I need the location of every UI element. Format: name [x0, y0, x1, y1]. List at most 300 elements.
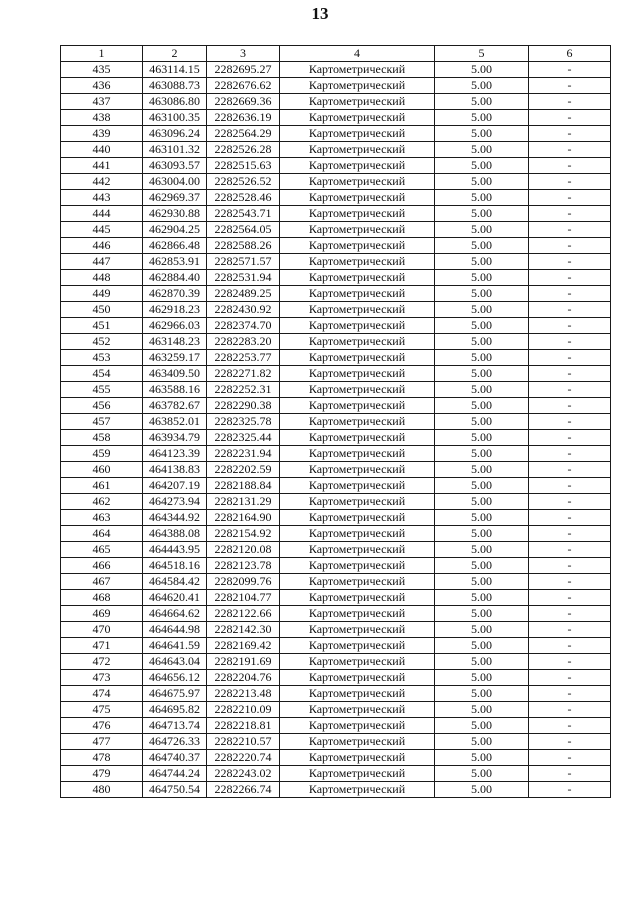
x-coordinate-cell: 464740.37: [143, 750, 207, 766]
point-number-cell: 437: [61, 94, 143, 110]
y-coordinate-cell: 2282169.42: [207, 638, 280, 654]
x-coordinate-cell: 462884.40: [143, 270, 207, 286]
y-coordinate-cell: 2282531.94: [207, 270, 280, 286]
y-coordinate-cell: 2282564.29: [207, 126, 280, 142]
note-cell: -: [529, 782, 611, 798]
x-coordinate-cell: 464443.95: [143, 542, 207, 558]
table-row: [61, 718, 611, 734]
note-cell: -: [529, 478, 611, 494]
method-cell: Картометрический: [280, 222, 435, 238]
accuracy-cell: 5.00: [435, 158, 529, 174]
method-cell: Картометрический: [280, 318, 435, 334]
column-header-1: 1: [61, 46, 143, 62]
table-row: [61, 430, 611, 446]
y-coordinate-cell: 2282131.29: [207, 494, 280, 510]
x-coordinate-cell: 463588.16: [143, 382, 207, 398]
note-cell: -: [529, 622, 611, 638]
accuracy-cell: 5.00: [435, 686, 529, 702]
y-coordinate-cell: 2282104.77: [207, 590, 280, 606]
point-number-cell: 445: [61, 222, 143, 238]
note-cell: -: [529, 542, 611, 558]
x-coordinate-cell: 463086.80: [143, 94, 207, 110]
point-number-cell: 446: [61, 238, 143, 254]
accuracy-cell: 5.00: [435, 270, 529, 286]
table-row: [61, 238, 611, 254]
point-number-cell: 448: [61, 270, 143, 286]
y-coordinate-cell: 2282188.84: [207, 478, 280, 494]
y-coordinate-cell: 2282218.81: [207, 718, 280, 734]
x-coordinate-cell: 464744.24: [143, 766, 207, 782]
table-row: [61, 574, 611, 590]
point-number-cell: 469: [61, 606, 143, 622]
note-cell: -: [529, 302, 611, 318]
point-number-cell: 468: [61, 590, 143, 606]
table-row: [61, 510, 611, 526]
y-coordinate-cell: 2282325.44: [207, 430, 280, 446]
point-number-cell: 475: [61, 702, 143, 718]
method-cell: Картометрический: [280, 478, 435, 494]
note-cell: -: [529, 350, 611, 366]
table-row: [61, 606, 611, 622]
point-number-cell: 442: [61, 174, 143, 190]
y-coordinate-cell: 2282636.19: [207, 110, 280, 126]
accuracy-cell: 5.00: [435, 110, 529, 126]
point-number-cell: 439: [61, 126, 143, 142]
accuracy-cell: 5.00: [435, 734, 529, 750]
table-body: [61, 62, 611, 798]
point-number-cell: 479: [61, 766, 143, 782]
y-coordinate-cell: 2282252.31: [207, 382, 280, 398]
column-header-2: 2: [143, 46, 207, 62]
point-number-cell: 480: [61, 782, 143, 798]
point-number-cell: 476: [61, 718, 143, 734]
note-cell: -: [529, 750, 611, 766]
table-row: [61, 254, 611, 270]
y-coordinate-cell: 2282202.59: [207, 462, 280, 478]
method-cell: Картометрический: [280, 270, 435, 286]
note-cell: -: [529, 334, 611, 350]
y-coordinate-cell: 2282543.71: [207, 206, 280, 222]
note-cell: -: [529, 158, 611, 174]
accuracy-cell: 5.00: [435, 750, 529, 766]
note-cell: -: [529, 238, 611, 254]
x-coordinate-cell: 463259.17: [143, 350, 207, 366]
table-row: [61, 782, 611, 798]
y-coordinate-cell: 2282695.27: [207, 62, 280, 78]
method-cell: Картометрический: [280, 366, 435, 382]
y-coordinate-cell: 2282253.77: [207, 350, 280, 366]
method-cell: Картометрический: [280, 446, 435, 462]
point-number-cell: 460: [61, 462, 143, 478]
table-row: [61, 462, 611, 478]
method-cell: Картометрический: [280, 510, 435, 526]
table-row: [61, 142, 611, 158]
point-number-cell: 464: [61, 526, 143, 542]
accuracy-cell: 5.00: [435, 542, 529, 558]
y-coordinate-cell: 2282220.74: [207, 750, 280, 766]
note-cell: -: [529, 414, 611, 430]
point-number-cell: 463: [61, 510, 143, 526]
note-cell: -: [529, 510, 611, 526]
method-cell: Картометрический: [280, 382, 435, 398]
point-number-cell: 478: [61, 750, 143, 766]
point-number-cell: 477: [61, 734, 143, 750]
table-row: [61, 110, 611, 126]
method-cell: Картометрический: [280, 686, 435, 702]
y-coordinate-cell: 2282374.70: [207, 318, 280, 334]
column-header-3: 3: [207, 46, 280, 62]
accuracy-cell: 5.00: [435, 494, 529, 510]
x-coordinate-cell: 463101.32: [143, 142, 207, 158]
method-cell: Картометрический: [280, 638, 435, 654]
table-row: [61, 526, 611, 542]
table-row: [61, 734, 611, 750]
method-cell: Картометрический: [280, 110, 435, 126]
method-cell: Картометрический: [280, 414, 435, 430]
point-number-cell: 471: [61, 638, 143, 654]
table-row: [61, 446, 611, 462]
y-coordinate-cell: 2282669.36: [207, 94, 280, 110]
point-number-cell: 459: [61, 446, 143, 462]
y-coordinate-cell: 2282204.76: [207, 670, 280, 686]
note-cell: -: [529, 654, 611, 670]
column-header-6: 6: [529, 46, 611, 62]
note-cell: -: [529, 430, 611, 446]
x-coordinate-cell: 464273.94: [143, 494, 207, 510]
table-row: [61, 366, 611, 382]
x-coordinate-cell: 464643.04: [143, 654, 207, 670]
y-coordinate-cell: 2282266.74: [207, 782, 280, 798]
method-cell: Картометрический: [280, 302, 435, 318]
table-row: [61, 62, 611, 78]
accuracy-cell: 5.00: [435, 670, 529, 686]
point-number-cell: 454: [61, 366, 143, 382]
note-cell: -: [529, 670, 611, 686]
x-coordinate-cell: 464644.98: [143, 622, 207, 638]
x-coordinate-cell: 464750.54: [143, 782, 207, 798]
y-coordinate-cell: 2282271.82: [207, 366, 280, 382]
method-cell: Картометрический: [280, 750, 435, 766]
note-cell: -: [529, 638, 611, 654]
note-cell: -: [529, 62, 611, 78]
point-number-cell: 472: [61, 654, 143, 670]
y-coordinate-cell: 2282210.57: [207, 734, 280, 750]
accuracy-cell: 5.00: [435, 350, 529, 366]
x-coordinate-cell: 464664.62: [143, 606, 207, 622]
note-cell: -: [529, 206, 611, 222]
point-number-cell: 452: [61, 334, 143, 350]
accuracy-cell: 5.00: [435, 702, 529, 718]
method-cell: Картометрический: [280, 174, 435, 190]
method-cell: Картометрический: [280, 238, 435, 254]
y-coordinate-cell: 2282571.57: [207, 254, 280, 270]
table-row: [61, 270, 611, 286]
y-coordinate-cell: 2282120.08: [207, 542, 280, 558]
y-coordinate-cell: 2282526.52: [207, 174, 280, 190]
accuracy-cell: 5.00: [435, 398, 529, 414]
note-cell: -: [529, 734, 611, 750]
method-cell: Картометрический: [280, 606, 435, 622]
table-row: [61, 126, 611, 142]
point-number-cell: 457: [61, 414, 143, 430]
method-cell: Картометрический: [280, 654, 435, 670]
point-number-cell: 455: [61, 382, 143, 398]
accuracy-cell: 5.00: [435, 254, 529, 270]
note-cell: -: [529, 286, 611, 302]
y-coordinate-cell: 2282528.46: [207, 190, 280, 206]
note-cell: -: [529, 766, 611, 782]
method-cell: Картометрический: [280, 622, 435, 638]
method-cell: Картометрический: [280, 526, 435, 542]
accuracy-cell: 5.00: [435, 446, 529, 462]
method-cell: Картометрический: [280, 398, 435, 414]
method-cell: Картометрический: [280, 334, 435, 350]
table-row: [61, 350, 611, 366]
table-row: [61, 750, 611, 766]
x-coordinate-cell: 464726.33: [143, 734, 207, 750]
method-cell: Картометрический: [280, 254, 435, 270]
accuracy-cell: 5.00: [435, 430, 529, 446]
note-cell: -: [529, 318, 611, 334]
point-number-cell: 456: [61, 398, 143, 414]
accuracy-cell: 5.00: [435, 622, 529, 638]
y-coordinate-cell: 2282515.63: [207, 158, 280, 174]
y-coordinate-cell: 2282243.02: [207, 766, 280, 782]
accuracy-cell: 5.00: [435, 382, 529, 398]
y-coordinate-cell: 2282588.26: [207, 238, 280, 254]
note-cell: -: [529, 270, 611, 286]
y-coordinate-cell: 2282154.92: [207, 526, 280, 542]
note-cell: -: [529, 686, 611, 702]
method-cell: Картометрический: [280, 350, 435, 366]
table-row: [61, 158, 611, 174]
table-row: [61, 558, 611, 574]
point-number-cell: 436: [61, 78, 143, 94]
accuracy-cell: 5.00: [435, 318, 529, 334]
note-cell: -: [529, 78, 611, 94]
table-row: [61, 286, 611, 302]
x-coordinate-cell: 463852.01: [143, 414, 207, 430]
accuracy-cell: 5.00: [435, 78, 529, 94]
x-coordinate-cell: 462918.23: [143, 302, 207, 318]
x-coordinate-cell: 463100.35: [143, 110, 207, 126]
method-cell: Картометрический: [280, 734, 435, 750]
x-coordinate-cell: 463409.50: [143, 366, 207, 382]
y-coordinate-cell: 2282142.30: [207, 622, 280, 638]
point-number-cell: 465: [61, 542, 143, 558]
y-coordinate-cell: 2282123.78: [207, 558, 280, 574]
x-coordinate-cell: 464344.92: [143, 510, 207, 526]
column-header-4: 4: [280, 46, 435, 62]
method-cell: Картометрический: [280, 766, 435, 782]
note-cell: -: [529, 702, 611, 718]
method-cell: Картометрический: [280, 542, 435, 558]
point-number-cell: 444: [61, 206, 143, 222]
accuracy-cell: 5.00: [435, 174, 529, 190]
table-row: [61, 174, 611, 190]
x-coordinate-cell: 464656.12: [143, 670, 207, 686]
method-cell: Картометрический: [280, 462, 435, 478]
accuracy-cell: 5.00: [435, 142, 529, 158]
table-header: [61, 46, 611, 62]
x-coordinate-cell: 462853.91: [143, 254, 207, 270]
y-coordinate-cell: 2282489.25: [207, 286, 280, 302]
accuracy-cell: 5.00: [435, 302, 529, 318]
method-cell: Картометрический: [280, 718, 435, 734]
note-cell: -: [529, 366, 611, 382]
accuracy-cell: 5.00: [435, 606, 529, 622]
method-cell: Картометрический: [280, 78, 435, 94]
table-row: [61, 398, 611, 414]
y-coordinate-cell: 2282564.05: [207, 222, 280, 238]
y-coordinate-cell: 2282164.90: [207, 510, 280, 526]
table-row: [61, 382, 611, 398]
x-coordinate-cell: 462870.39: [143, 286, 207, 302]
x-coordinate-cell: 464123.39: [143, 446, 207, 462]
header-row: [61, 46, 611, 62]
point-number-cell: 440: [61, 142, 143, 158]
point-number-cell: 449: [61, 286, 143, 302]
point-number-cell: 474: [61, 686, 143, 702]
table-row: [61, 478, 611, 494]
accuracy-cell: 5.00: [435, 62, 529, 78]
note-cell: -: [529, 606, 611, 622]
y-coordinate-cell: 2282526.28: [207, 142, 280, 158]
note-cell: -: [529, 142, 611, 158]
note-cell: -: [529, 590, 611, 606]
table-row: [61, 686, 611, 702]
y-coordinate-cell: 2282191.69: [207, 654, 280, 670]
accuracy-cell: 5.00: [435, 334, 529, 350]
note-cell: -: [529, 558, 611, 574]
method-cell: Картометрический: [280, 94, 435, 110]
note-cell: -: [529, 526, 611, 542]
table-row: [61, 222, 611, 238]
note-cell: -: [529, 398, 611, 414]
accuracy-cell: 5.00: [435, 126, 529, 142]
table-row: [61, 654, 611, 670]
point-number-cell: 458: [61, 430, 143, 446]
table-row: [61, 190, 611, 206]
table-row: [61, 414, 611, 430]
point-number-cell: 462: [61, 494, 143, 510]
y-coordinate-cell: 2282430.92: [207, 302, 280, 318]
table-row: [61, 334, 611, 350]
point-number-cell: 461: [61, 478, 143, 494]
method-cell: Картометрический: [280, 590, 435, 606]
x-coordinate-cell: 464675.97: [143, 686, 207, 702]
accuracy-cell: 5.00: [435, 558, 529, 574]
x-coordinate-cell: 462966.03: [143, 318, 207, 334]
table-row: [61, 94, 611, 110]
method-cell: Картометрический: [280, 190, 435, 206]
method-cell: Картометрический: [280, 574, 435, 590]
point-number-cell: 435: [61, 62, 143, 78]
accuracy-cell: 5.00: [435, 766, 529, 782]
accuracy-cell: 5.00: [435, 478, 529, 494]
x-coordinate-cell: 463934.79: [143, 430, 207, 446]
x-coordinate-cell: 464388.08: [143, 526, 207, 542]
page-number: 13: [311, 4, 329, 23]
note-cell: -: [529, 174, 611, 190]
x-coordinate-cell: 463088.73: [143, 78, 207, 94]
point-number-cell: 466: [61, 558, 143, 574]
method-cell: Картометрический: [280, 126, 435, 142]
x-coordinate-cell: 464584.42: [143, 574, 207, 590]
table-row: [61, 302, 611, 318]
point-number-cell: 450: [61, 302, 143, 318]
table-row: [61, 670, 611, 686]
note-cell: -: [529, 110, 611, 126]
note-cell: -: [529, 126, 611, 142]
x-coordinate-cell: 463148.23: [143, 334, 207, 350]
accuracy-cell: 5.00: [435, 414, 529, 430]
y-coordinate-cell: 2282290.38: [207, 398, 280, 414]
y-coordinate-cell: 2282676.62: [207, 78, 280, 94]
note-cell: -: [529, 254, 611, 270]
accuracy-cell: 5.00: [435, 574, 529, 590]
point-number-cell: 441: [61, 158, 143, 174]
x-coordinate-cell: 464518.16: [143, 558, 207, 574]
x-coordinate-cell: 463114.15: [143, 62, 207, 78]
method-cell: Картометрический: [280, 670, 435, 686]
note-cell: -: [529, 494, 611, 510]
x-coordinate-cell: 464695.82: [143, 702, 207, 718]
method-cell: Картометрический: [280, 782, 435, 798]
note-cell: -: [529, 382, 611, 398]
point-number-cell: 453: [61, 350, 143, 366]
method-cell: Картометрический: [280, 158, 435, 174]
accuracy-cell: 5.00: [435, 190, 529, 206]
table-row: [61, 318, 611, 334]
x-coordinate-cell: 463004.00: [143, 174, 207, 190]
accuracy-cell: 5.00: [435, 366, 529, 382]
x-coordinate-cell: 463093.57: [143, 158, 207, 174]
method-cell: Картометрический: [280, 702, 435, 718]
x-coordinate-cell: 462866.48: [143, 238, 207, 254]
method-cell: Картометрический: [280, 286, 435, 302]
note-cell: -: [529, 446, 611, 462]
note-cell: -: [529, 190, 611, 206]
point-number-cell: 473: [61, 670, 143, 686]
table-row: [61, 622, 611, 638]
accuracy-cell: 5.00: [435, 238, 529, 254]
accuracy-cell: 5.00: [435, 526, 529, 542]
x-coordinate-cell: 462930.88: [143, 206, 207, 222]
method-cell: Картометрический: [280, 430, 435, 446]
x-coordinate-cell: 464207.19: [143, 478, 207, 494]
method-cell: Картометрический: [280, 558, 435, 574]
accuracy-cell: 5.00: [435, 638, 529, 654]
table-row: [61, 206, 611, 222]
point-number-cell: 467: [61, 574, 143, 590]
accuracy-cell: 5.00: [435, 590, 529, 606]
x-coordinate-cell: 462969.37: [143, 190, 207, 206]
method-cell: Картометрический: [280, 494, 435, 510]
accuracy-cell: 5.00: [435, 782, 529, 798]
y-coordinate-cell: 2282099.76: [207, 574, 280, 590]
x-coordinate-cell: 463782.67: [143, 398, 207, 414]
accuracy-cell: 5.00: [435, 222, 529, 238]
accuracy-cell: 5.00: [435, 94, 529, 110]
y-coordinate-cell: 2282283.20: [207, 334, 280, 350]
point-number-cell: 470: [61, 622, 143, 638]
x-coordinate-cell: 464713.74: [143, 718, 207, 734]
accuracy-cell: 5.00: [435, 654, 529, 670]
coordinates-table: [60, 45, 611, 798]
y-coordinate-cell: 2282231.94: [207, 446, 280, 462]
table-row: [61, 702, 611, 718]
